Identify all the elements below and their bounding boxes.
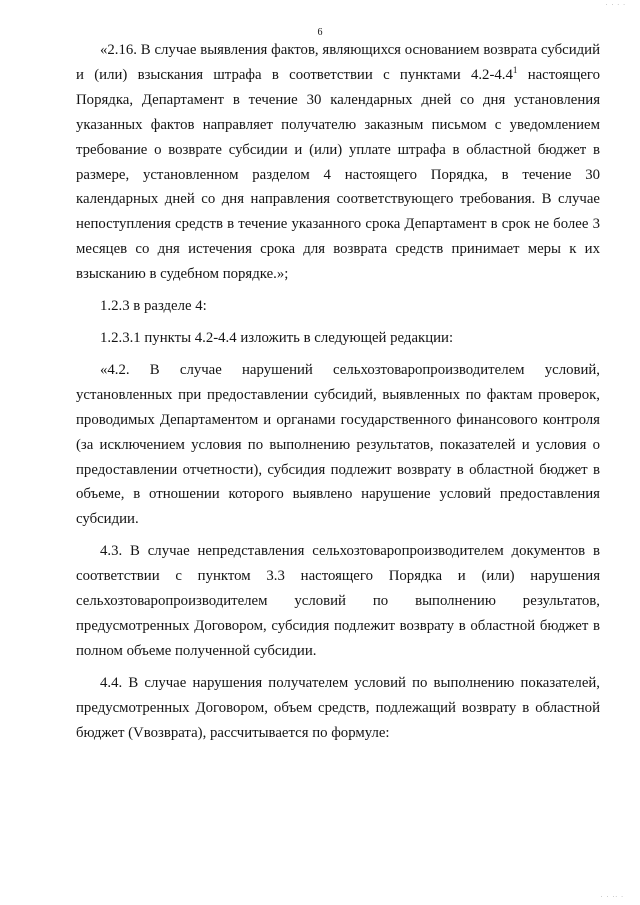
scan-footer-mark: · · ·· · — [600, 894, 624, 901]
paragraph-4-2: «4.2. В случае нарушений сельхозтоваропроизводителем условий, установленных при предоставлении субсидий, выявленных по фактам проверок, проводимых Департаментом и органами государственного финансового контроля (за исключением условия по выполнению результатов, показателей и условия о предоставлении отчетности), субсидия подлежит возврату в областной бюджет в объеме, в отношении которого выявлено нарушение условий предоставления субсидии. — [76, 361, 600, 528]
scan-corner-mark: · · · · — [605, 2, 626, 9]
document-body — [76, 38, 600, 745]
paragraph-1-2-3: 1.2.3 в разделе 4: — [100, 298, 207, 315]
paragraph-2-16-text-a: «2.16. В случае выявления фактов, являющихся основанием возврата субсидий и (или) взыскания штрафа в соответствии с пунктами 4.2-4.4 — [76, 42, 600, 83]
paragraph-1-2-3-1: 1.2.3.1 пункты 4.2-4.4 изложить в следующей редакции: — [100, 329, 454, 346]
paragraph-4-3: 4.3. В случае непредставления сельхозтоваропроизводителем документов в соответствии с пунктом 3.3 настоящего Порядка и (или) нарушения сельхозтоваропроизводителем условий по выполнению результатов, предусмотренных Договором, субсидия подлежит возврату в областной бюджет в полном объеме полученной субсидии. — [76, 543, 600, 659]
paragraph-2-16-text-b: настоящего Порядка, Департамент в течение 30 календарных дней со дня установления указанных фактов направляет получателю заказным письмом с уведомлением требование о возврате субсидии и (или) уплате штрафа в областной бюджет в размере, установленном разделом 4 настоящего Порядка, в течение 30 календарных дней со дня направления соответствующего требования. В случае непоступления средств в течение указанного срока Департамент в срок не более 3 месяцев со дня истечения срока для возврата средств принимает меры к их взысканию в судебном порядке.»; — [76, 66, 600, 283]
paragraph-2-16 — [76, 38, 600, 287]
footnote-superscript: 1 — [512, 64, 518, 75]
paragraph-4-4: 4.4. В случае нарушения получателем условий по выполнению показателей, предусмотренных Договором, объем средств, подлежащий возврату в областной бюджет (Vвозврата), рассчитывается по формуле: — [76, 674, 600, 741]
page-number: 6 — [317, 27, 323, 38]
